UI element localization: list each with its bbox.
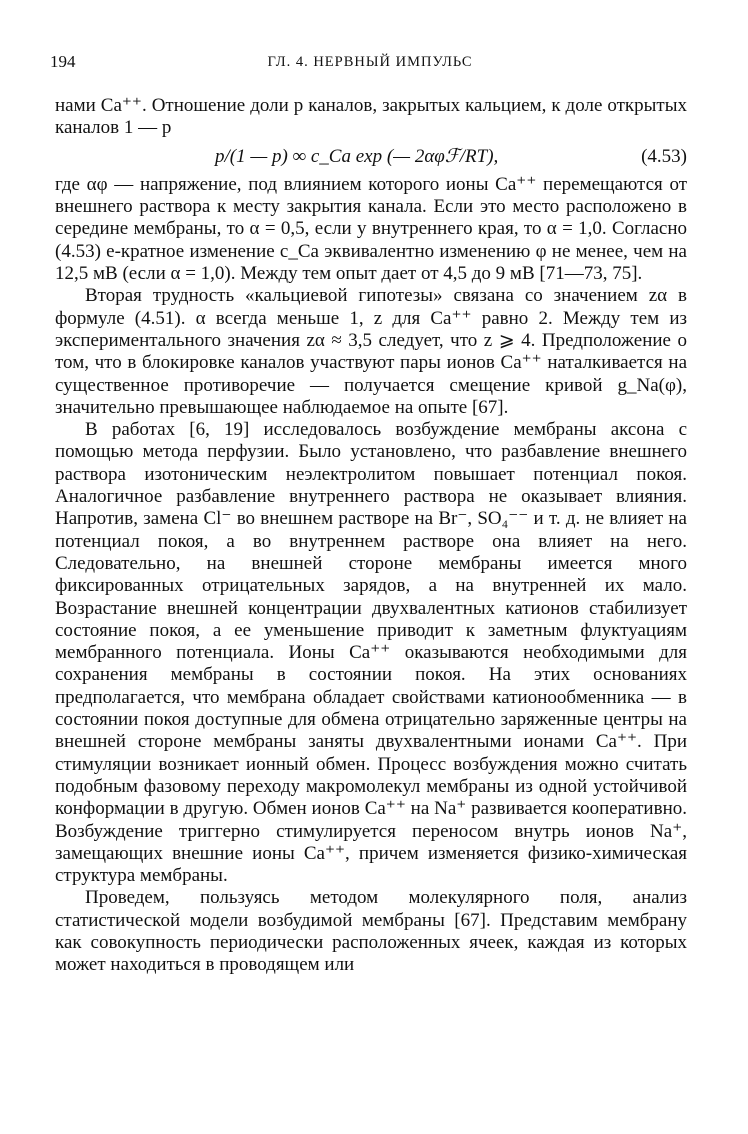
paragraph-3: В работах [6, 19] исследовалось возбуждение мембраны аксона с помощью метода перфузии. Было установлено, что разбавление внешнего раствора изотоническим неэлектролитом повышает потенциал покоя. Аналогичное разбавление внутреннего раствора не оказывает влияния. Напротив, замена Cl⁻ во внешнем растворе на Br⁻, SO₄⁻⁻ и т. д. не влияет на потенциал покоя, а во внутреннем растворе она влияет на него. Следовательно, на внешней стороне мембраны имеется много фиксированных отрицательных зарядов, а на внутренней их мало. Возрастание внешней концентрации двухвалентных катионов стабилизует состояние покоя, а ее уменьшение приводит к заметным флуктуациям мембранного потенциала. Ионы Ca⁺⁺ оказываются необходимыми для сохранения мембраны в состоянии покоя. На этих основаниях предполагается, что мембрана обладает свойствами катионообменника — в состоянии покоя доступные для обмена отрицательно заряженные центры на внешней стороне мембраны заняты двухвалентными ионами Ca⁺⁺. При стимуляции возникает ионный обмен. Процесс возбуждения можно считать подобным фазовому переходу макромолекул мембраны из одной устойчивой конформации в другую. Обмен ионов Ca⁺⁺ на Na⁺ развивается кооперативно. Возбуждение триггерно стимулируется переносом внутрь ионов Na⁺, замещающих внешние ионы Ca⁺⁺, причем изменяется физико-химическая структура мембраны. (55, 419, 687, 887)
paragraph-2: Вторая трудность «кальциевой гипотезы» связана со значением zα в формуле (4.51). α всегда меньше 1, z для Ca⁺⁺ равно 2. Между тем из экспериментального значения zα ≈ 3,5 следует, что z ⩾ 4. Предположение о том, что в блокировке каналов участвуют пары ионов Ca⁺⁺ наталкивается на существенное противоречие — получается смещение кривой g_Na(φ), значительно превышающее наблюдаемое на опыте [67]. (55, 285, 687, 418)
page-header (50, 52, 690, 78)
formula-4-53 (55, 146, 687, 168)
running-title: ГЛ. 4. НЕРВНЫЙ ИМПУЛЬС (267, 54, 473, 70)
formula-number: (4.53) (641, 145, 687, 167)
paragraph-4: Проведем, пользуясь методом молекулярного поля, анализ статистической модели возбудимой мембраны [67]. Представим мембрану как совокупность периодически расположенных ячеек, каждая из которых может находиться в проводящем или (55, 887, 687, 976)
page-number: 194 (50, 52, 76, 71)
paragraph-1: где αφ — напряжение, под влиянием которого ионы Ca⁺⁺ перемещаются от внешнего раствора к месту закрытия канала. Если это место расположено в середине мембраны, то α = 0,5, если у внутреннего края, то α = 1,0. Согласно (4.53) e-кратное изменение c_Ca эквивалентно изменению φ не менее, чем на 12,5 мВ (если α = 1,0). Между тем опыт дает от 4,5 до 9 мВ [71—73, 75]. (55, 173, 687, 285)
formula-expression: p/(1 — p) ∞ c_Ca exp (— 2αφℱ/RT), (215, 145, 499, 167)
body-text (55, 95, 687, 977)
intro-paragraph: нами Ca⁺⁺. Отношение доли p каналов, закрытых кальцием, к доле открытых каналов 1 — p (55, 95, 687, 139)
